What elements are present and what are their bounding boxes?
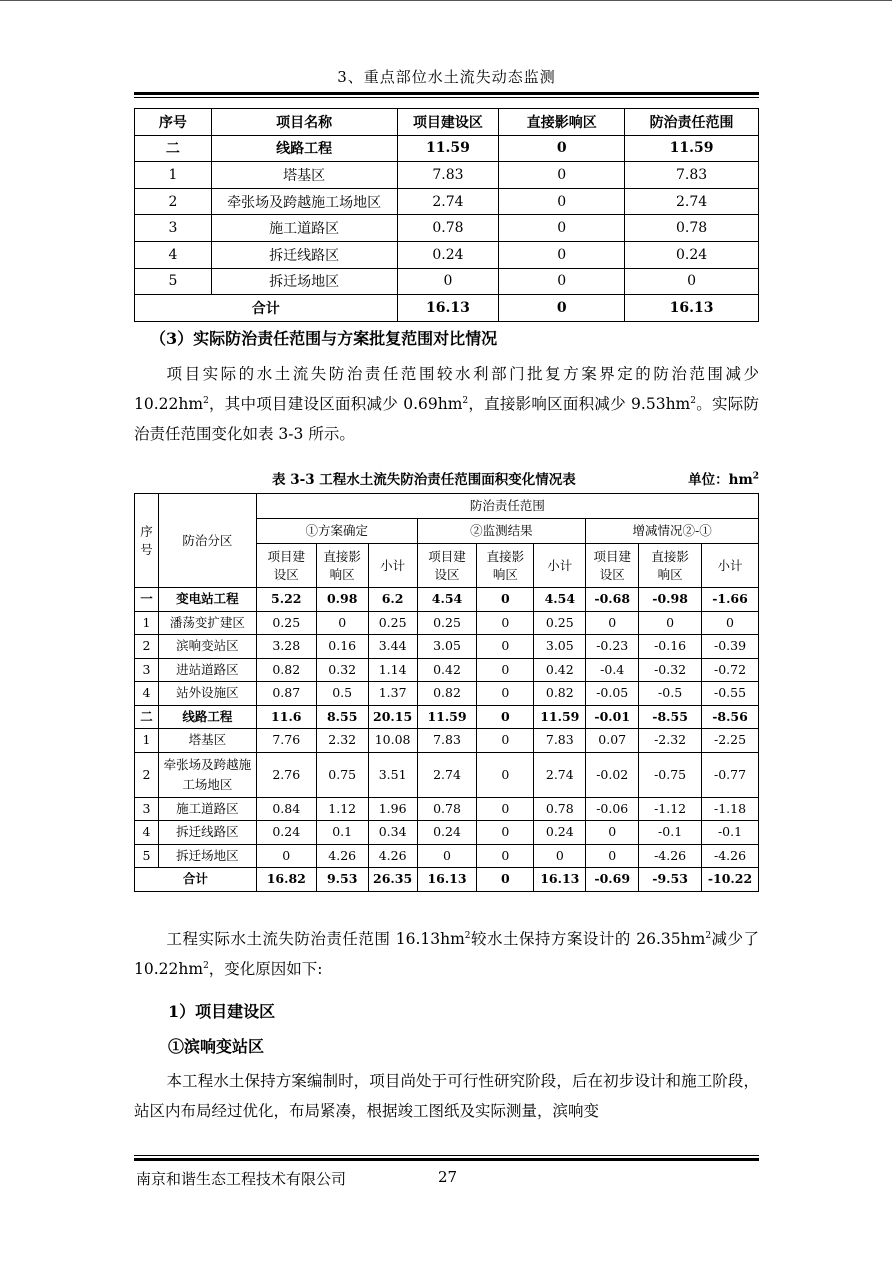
row-value: 0.24: [534, 821, 586, 845]
row-value: 16.82: [256, 868, 316, 892]
row-value: -10.22: [702, 868, 759, 892]
table1-row: [135, 188, 759, 215]
table1-cell: 0.78: [397, 215, 499, 242]
table1-header-cell: 序号: [135, 109, 212, 136]
header-zone: 防治分区: [158, 494, 256, 588]
header-group-change: 增减情况②-①: [586, 519, 759, 544]
table-caption-title: 表 3-3 工程水土流失防治责任范围面积变化情况表: [272, 472, 576, 488]
row-value: 4.26: [368, 844, 417, 868]
row-seq: 4: [135, 682, 159, 706]
table1-cell: 0.78: [625, 215, 759, 242]
row-value: 0.42: [534, 658, 586, 682]
table-unit-label: 单位：$hm^2$: [688, 471, 759, 488]
row-zone-name: 塔基区: [158, 729, 256, 753]
table1-cell: 11.59: [625, 135, 759, 162]
row-value: 0.25: [417, 611, 477, 635]
table1-cell: 线路工程: [211, 135, 397, 162]
row-value: 0.42: [417, 658, 477, 682]
row-zone-name: 线路工程: [158, 705, 256, 729]
paragraph-substation-detail: 本工程水土保持方案编制时，项目尚处于可行性研究阶段，后在初步设计和施工阶段，站区内布局经过优化，布局紧凑，根据竣工图纸及实际测量，滨响变: [134, 1072, 759, 1120]
row-value: 9.53: [316, 868, 368, 892]
row-seq: 一: [135, 588, 159, 612]
row-value: -0.5: [639, 682, 702, 706]
row-value: 0: [586, 821, 639, 845]
row-value: 0: [534, 844, 586, 868]
table1-cell: 5: [135, 268, 212, 295]
table1-cell: 2.74: [625, 188, 759, 215]
section-heading-comparison: （3）实际防治责任范围与方案批复范围对比情况: [150, 329, 498, 348]
row-value: -2.32: [639, 729, 702, 753]
table1-cell: 7.83: [625, 162, 759, 189]
row-value: -0.39: [702, 635, 759, 659]
table1-cell: 塔基区: [211, 162, 397, 189]
row-value: 2.32: [316, 729, 368, 753]
row-zone-name: 潘荡变扩建区: [158, 611, 256, 635]
row-value: 4.54: [534, 588, 586, 612]
table1-cell: 0: [499, 268, 625, 295]
paragraph-change-reason: 工程实际水土流失防治责任范围 $16.13hm^2$较水土保持方案设计的 $26.35hm^2$减少了 $10.22hm^2$，变化原因如下:: [134, 930, 759, 978]
row-value: 0: [586, 844, 639, 868]
footer-rule: [134, 1155, 759, 1161]
row-value: 0: [477, 635, 534, 659]
row-value: 0: [256, 844, 316, 868]
row-value: 0.82: [417, 682, 477, 706]
row-value: 0.1: [316, 821, 368, 845]
row-value: 0: [316, 611, 368, 635]
row-value: 0: [702, 611, 759, 635]
row-value: -0.1: [639, 821, 702, 845]
row-value: -0.06: [586, 797, 639, 821]
table1-cell: 拆迁场地区: [211, 268, 397, 295]
table1-row: [135, 135, 759, 162]
header-responsibility-range: 防治责任范围: [256, 494, 758, 519]
row-seq: 4: [135, 821, 159, 845]
row-zone-name: 滨响变站区: [158, 635, 256, 659]
row-value: 1.14: [368, 658, 417, 682]
row-value: 0: [477, 844, 534, 868]
page-header-title: 3、重点部位水土流失动态监测: [337, 68, 556, 86]
table-row: [135, 611, 759, 635]
row-value: 0.82: [256, 658, 316, 682]
table1-cell: 0: [499, 135, 625, 162]
row-value: -0.16: [639, 635, 702, 659]
table1-total-row: [135, 295, 759, 322]
row-value: -8.56: [702, 705, 759, 729]
row-value: -0.05: [586, 682, 639, 706]
row-value: 0.75: [316, 752, 368, 797]
top-edge-line: [0, 0, 892, 1]
row-value: 1.12: [316, 797, 368, 821]
row-value: 0.07: [586, 729, 639, 753]
table1-cell: 二: [135, 135, 212, 162]
header-subcolumn: 直接影响区: [316, 544, 368, 588]
table1-cell: 0: [625, 268, 759, 295]
responsibility-range-table-continued: [134, 108, 759, 322]
table1-row: [135, 241, 759, 268]
row-value: -0.68: [586, 588, 639, 612]
row-value: -0.02: [586, 752, 639, 797]
row-value: 3.44: [368, 635, 417, 659]
row-value: 2.74: [534, 752, 586, 797]
row-value: 16.13: [534, 868, 586, 892]
row-zone-name: 拆迁线路区: [158, 821, 256, 845]
row-seq: 3: [135, 658, 159, 682]
table1-cell: 1: [135, 162, 212, 189]
row-value: 0: [417, 844, 477, 868]
table-row: [135, 705, 759, 729]
row-value: 0.25: [534, 611, 586, 635]
row-value: -0.69: [586, 868, 639, 892]
row-value: 11.59: [417, 705, 477, 729]
row-value: 20.15: [368, 705, 417, 729]
row-value: 0.98: [316, 588, 368, 612]
row-value: 0: [477, 705, 534, 729]
row-value: 4.26: [316, 844, 368, 868]
header-group-monitoring: ②监测结果: [417, 519, 586, 544]
row-value: -1.66: [702, 588, 759, 612]
header-seq: 序号: [135, 494, 159, 588]
table-row: [135, 844, 759, 868]
row-value: -0.1: [702, 821, 759, 845]
row-value: -0.55: [702, 682, 759, 706]
row-value: 0.24: [256, 821, 316, 845]
row-value: 0: [477, 682, 534, 706]
row-value: -0.4: [586, 658, 639, 682]
table-total-row: [135, 868, 759, 892]
table1-row: [135, 162, 759, 189]
table1-cell: 16.13: [397, 295, 499, 322]
row-value: 2.76: [256, 752, 316, 797]
header-subcolumn: 直接影响区: [639, 544, 702, 588]
table1-cell: 7.83: [397, 162, 499, 189]
row-value: 0: [477, 797, 534, 821]
row-value: -0.77: [702, 752, 759, 797]
row-zone-name: 变电站工程: [158, 588, 256, 612]
row-value: 0.78: [534, 797, 586, 821]
row-value: -4.26: [639, 844, 702, 868]
table1-header-row: [135, 109, 759, 136]
table1-cell: 2: [135, 188, 212, 215]
header-group-plan: ①方案确定: [256, 519, 417, 544]
row-value: 0.16: [316, 635, 368, 659]
row-value: 0.25: [256, 611, 316, 635]
row-value: 6.2: [368, 588, 417, 612]
header-subcolumn: 小计: [702, 544, 759, 588]
row-value: 0: [477, 821, 534, 845]
row-value: -0.01: [586, 705, 639, 729]
table1-cell: 16.13: [625, 295, 759, 322]
row-value: 0: [477, 729, 534, 753]
header-subcolumn: 小计: [534, 544, 586, 588]
table-row: [135, 729, 759, 753]
table1-cell: 拆迁线路区: [211, 241, 397, 268]
table1-cell: 0.24: [397, 241, 499, 268]
row-value: 8.55: [316, 705, 368, 729]
row-value: 11.59: [534, 705, 586, 729]
table-row: [135, 797, 759, 821]
row-zone-name: 拆迁场地区: [158, 844, 256, 868]
footer-company: 南京和谐生态工程技术有限公司: [136, 1170, 347, 1188]
header-rule: [134, 92, 759, 98]
row-seq: 2: [135, 635, 159, 659]
row-value: 1.37: [368, 682, 417, 706]
table1-cell: 牵张场及跨越施工场地区: [211, 188, 397, 215]
header-subcolumn: 小计: [368, 544, 417, 588]
row-value: 0: [477, 752, 534, 797]
table-row: [135, 588, 759, 612]
row-value: -0.32: [639, 658, 702, 682]
table1-header-cell: 项目名称: [211, 109, 397, 136]
row-zone-name: 站外设施区: [158, 682, 256, 706]
row-value: 0.78: [417, 797, 477, 821]
row-value: -1.18: [702, 797, 759, 821]
table1-cell: 0: [499, 215, 625, 242]
row-seq: 5: [135, 844, 159, 868]
header-subcolumn: 项目建设区: [417, 544, 477, 588]
page-number: 27: [438, 1168, 458, 1186]
row-value: 3.28: [256, 635, 316, 659]
row-value: 0.25: [368, 611, 417, 635]
row-value: 1.96: [368, 797, 417, 821]
row-value: 16.13: [417, 868, 477, 892]
row-value: 0.5: [316, 682, 368, 706]
row-value: 7.76: [256, 729, 316, 753]
row-value: 10.08: [368, 729, 417, 753]
row-value: 0.24: [417, 821, 477, 845]
table1-cell: 0: [499, 188, 625, 215]
row-value: 0.84: [256, 797, 316, 821]
row-value: 0.87: [256, 682, 316, 706]
row-value: 11.6: [256, 705, 316, 729]
row-zone-name: 牵张场及跨越施工场地区: [158, 752, 256, 797]
table1-row: [135, 268, 759, 295]
table1-cell: 4: [135, 241, 212, 268]
table-row: [135, 752, 759, 797]
row-value: 4.54: [417, 588, 477, 612]
row-value: -0.23: [586, 635, 639, 659]
row-seq: 1: [135, 611, 159, 635]
table1-cell: 11.59: [397, 135, 499, 162]
row-value: 3.05: [534, 635, 586, 659]
row-value: -0.98: [639, 588, 702, 612]
header-subcolumn: 项目建设区: [586, 544, 639, 588]
table-header-row-1: [135, 494, 759, 519]
row-seq: 二: [135, 705, 159, 729]
table1-header-cell: 直接影响区: [499, 109, 625, 136]
row-value: 0.82: [534, 682, 586, 706]
table1-cell: 0: [499, 295, 625, 322]
table1-cell: 0: [397, 268, 499, 295]
table1-total-label: 合计: [135, 295, 398, 322]
row-value: 0: [477, 868, 534, 892]
row-value: 0.34: [368, 821, 417, 845]
row-value: 2.74: [417, 752, 477, 797]
row-value: 5.22: [256, 588, 316, 612]
total-label: 合计: [135, 868, 257, 892]
row-value: -0.72: [702, 658, 759, 682]
row-value: 0: [477, 658, 534, 682]
row-value: 0: [639, 611, 702, 635]
row-value: 7.83: [417, 729, 477, 753]
row-value: -4.26: [702, 844, 759, 868]
table-caption: [134, 468, 759, 490]
table-row: [135, 635, 759, 659]
area-change-table: [134, 493, 759, 892]
row-value: -0.75: [639, 752, 702, 797]
table1-cell: 施工道路区: [211, 215, 397, 242]
table-row: [135, 821, 759, 845]
row-value: 0: [586, 611, 639, 635]
row-value: -2.25: [702, 729, 759, 753]
table1-header-cell: 项目建设区: [397, 109, 499, 136]
table-row: [135, 682, 759, 706]
table1-header-cell: 防治责任范围: [625, 109, 759, 136]
row-seq: 1: [135, 729, 159, 753]
paragraph-reduction-summary: 项目实际的水土流失防治责任范围较水利部门批复方案界定的防治范围减少 $10.22hm^2$，其中项目建设区面积减少 $0.69hm^2$，直接影响区面积减少 $9.53hm^2$。实际防治责任范围变化如表 3-3 所示。: [134, 365, 759, 443]
table1-cell: 0.24: [625, 241, 759, 268]
row-value: 3.05: [417, 635, 477, 659]
row-value: -9.53: [639, 868, 702, 892]
row-value: 3.51: [368, 752, 417, 797]
row-zone-name: 施工道路区: [158, 797, 256, 821]
row-value: 0: [477, 611, 534, 635]
table-row: [135, 658, 759, 682]
row-value: 7.83: [534, 729, 586, 753]
table1-cell: 2.74: [397, 188, 499, 215]
row-value: -8.55: [639, 705, 702, 729]
row-zone-name: 进站道路区: [158, 658, 256, 682]
row-value: 0: [477, 588, 534, 612]
header-subcolumn: 项目建设区: [256, 544, 316, 588]
table1-cell: 0: [499, 241, 625, 268]
table1-row: [135, 215, 759, 242]
row-seq: 3: [135, 797, 159, 821]
table1-cell: 3: [135, 215, 212, 242]
row-value: 0.32: [316, 658, 368, 682]
row-value: 26.35: [368, 868, 417, 892]
subheading-project-area: 1）项目建设区: [168, 1002, 276, 1021]
subheading-binxiang-substation: ①滨响变站区: [168, 1037, 265, 1056]
header-subcolumn: 直接影响区: [477, 544, 534, 588]
row-seq: 2: [135, 752, 159, 797]
table1-cell: 0: [499, 162, 625, 189]
row-value: -1.12: [639, 797, 702, 821]
